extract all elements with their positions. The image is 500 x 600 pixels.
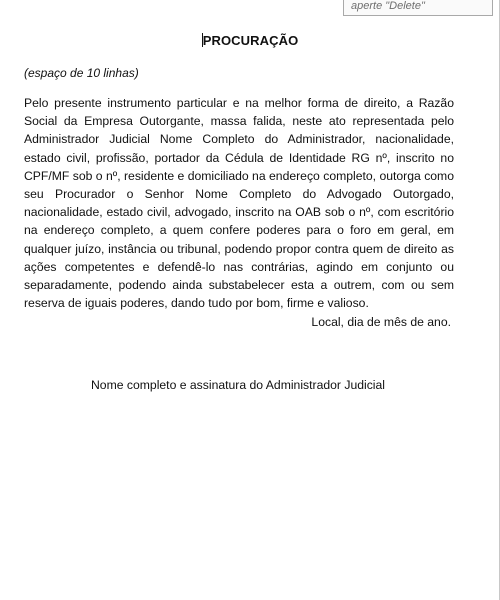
spacing-note: (espaço de 10 linhas) [24, 66, 139, 80]
document-title-text: PROCURAÇÃO [202, 33, 299, 48]
place-date-line: Local, dia de mês de ano. [311, 315, 451, 329]
document-title[interactable] [0, 33, 500, 48]
document-body[interactable]: Pelo presente instrumento particular e na melhor forma de direito, a Razão Social da Empresa Outorgante, massa falida, neste ato representada pelo Administrador Judicial Nome Completo do Administrador, nacionalidade, estado civil, profissão, portador da Cédula de Identidade RG nº, inscrito no CPF/MF sob o nº, residente e domiciliado na endereço completo, outorga como seu Procurador o Senhor Nome Completo do Advogado Outorgado, nacionalidade, estado civil, advogado, inscrito na OAB sob o nº, com escritório na endereço completo, a quem confere poderes para o foro em geral, em qualquer juízo, instância ou tribunal, podendo propor contra quem de direito as ações competentes e defendê-lo nas contrárias, agindo em conjunto ou separadamente, podendo ainda substabelecer esta a outrem, com ou sem reserva de iguais poderes, dando tudo por bom, firme e valioso. [24, 96, 454, 311]
signature-line: Nome completo e assinatura do Administrador Judicial [91, 378, 385, 392]
delete-hint-text: aperte "Delete" [351, 0, 425, 12]
delete-hint-box [343, 0, 493, 16]
